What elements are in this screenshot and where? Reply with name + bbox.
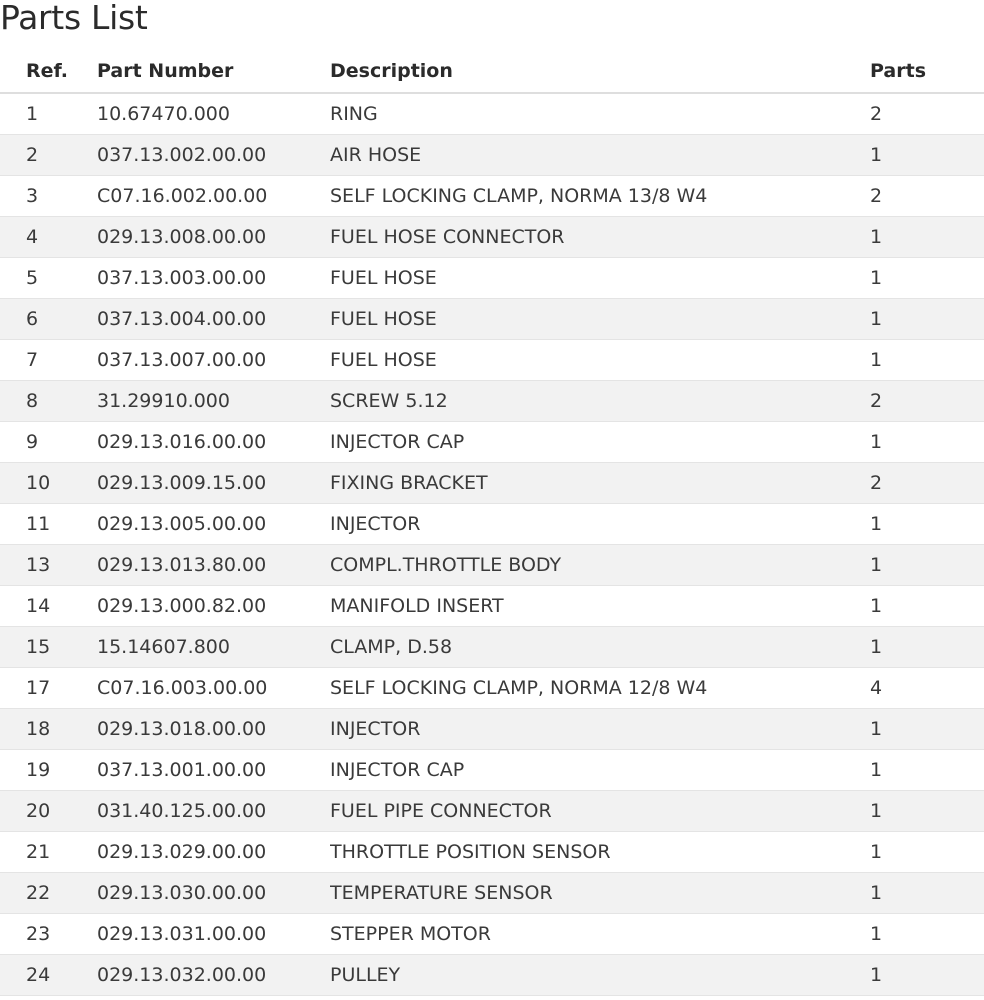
cell-description: FUEL HOSE: [330, 299, 870, 340]
cell-part-number: 10.67470.000: [97, 93, 330, 135]
table-row[interactable]: [0, 340, 984, 381]
cell-description: FIXING BRACKET: [330, 463, 870, 504]
cell-ref: 1: [0, 93, 97, 135]
header-part-number[interactable]: Part Number: [97, 50, 330, 93]
cell-part-number: 15.14607.800: [97, 627, 330, 668]
cell-parts: 1: [870, 299, 984, 340]
cell-ref: 7: [0, 340, 97, 381]
cell-part-number: 029.13.005.00.00: [97, 504, 330, 545]
page-title: Parts List: [0, 0, 148, 37]
cell-part-number: 037.13.007.00.00: [97, 340, 330, 381]
cell-parts: 2: [870, 381, 984, 422]
cell-part-number: C07.16.002.00.00: [97, 176, 330, 217]
cell-description: FUEL HOSE: [330, 258, 870, 299]
cell-description: PULLEY: [330, 955, 870, 996]
table-row[interactable]: [0, 914, 984, 955]
table-row[interactable]: [0, 93, 984, 135]
table-row[interactable]: [0, 258, 984, 299]
cell-part-number: 037.13.001.00.00: [97, 750, 330, 791]
cell-description: CLAMP, D.58: [330, 627, 870, 668]
cell-description: INJECTOR CAP: [330, 422, 870, 463]
cell-ref: 2: [0, 135, 97, 176]
cell-parts: 1: [870, 545, 984, 586]
header-parts[interactable]: Parts: [870, 50, 984, 93]
cell-parts: 1: [870, 586, 984, 627]
cell-ref: 6: [0, 299, 97, 340]
cell-ref: 8: [0, 381, 97, 422]
cell-part-number: 029.13.018.00.00: [97, 709, 330, 750]
cell-description: RING: [330, 93, 870, 135]
cell-parts: 1: [870, 135, 984, 176]
cell-parts: 1: [870, 873, 984, 914]
cell-parts: 1: [870, 217, 984, 258]
cell-ref: 18: [0, 709, 97, 750]
cell-description: INJECTOR: [330, 504, 870, 545]
cell-ref: 4: [0, 217, 97, 258]
cell-parts: 1: [870, 914, 984, 955]
cell-part-number: 029.13.030.00.00: [97, 873, 330, 914]
cell-ref: 22: [0, 873, 97, 914]
cell-part-number: 029.13.031.00.00: [97, 914, 330, 955]
cell-description: FUEL HOSE: [330, 340, 870, 381]
cell-part-number: 029.13.000.82.00: [97, 586, 330, 627]
table-row[interactable]: [0, 504, 984, 545]
cell-description: INJECTOR: [330, 709, 870, 750]
cell-parts: 1: [870, 340, 984, 381]
cell-part-number: 037.13.004.00.00: [97, 299, 330, 340]
table-body: [0, 93, 984, 996]
cell-part-number: 031.40.125.00.00: [97, 791, 330, 832]
cell-parts: 1: [870, 709, 984, 750]
cell-ref: 23: [0, 914, 97, 955]
cell-part-number: 029.13.009.15.00: [97, 463, 330, 504]
cell-description: MANIFOLD INSERT: [330, 586, 870, 627]
cell-description: TEMPERATURE SENSOR: [330, 873, 870, 914]
cell-ref: 14: [0, 586, 97, 627]
table-row[interactable]: [0, 586, 984, 627]
cell-parts: 1: [870, 504, 984, 545]
cell-ref: 19: [0, 750, 97, 791]
cell-parts: 1: [870, 955, 984, 996]
table-row[interactable]: [0, 791, 984, 832]
cell-parts: 1: [870, 832, 984, 873]
cell-part-number: 029.13.032.00.00: [97, 955, 330, 996]
cell-part-number: 029.13.029.00.00: [97, 832, 330, 873]
cell-part-number: 037.13.003.00.00: [97, 258, 330, 299]
cell-parts: 1: [870, 627, 984, 668]
cell-parts: 2: [870, 176, 984, 217]
cell-part-number: 037.13.002.00.00: [97, 135, 330, 176]
header-description[interactable]: Description: [330, 50, 870, 93]
cell-description: SELF LOCKING CLAMP, NORMA 12/8 W4: [330, 668, 870, 709]
cell-ref: 15: [0, 627, 97, 668]
table-row[interactable]: [0, 709, 984, 750]
table-row[interactable]: [0, 176, 984, 217]
cell-ref: 9: [0, 422, 97, 463]
cell-part-number: 029.13.016.00.00: [97, 422, 330, 463]
cell-description: SCREW 5.12: [330, 381, 870, 422]
cell-ref: 21: [0, 832, 97, 873]
cell-description: AIR HOSE: [330, 135, 870, 176]
cell-parts: 1: [870, 750, 984, 791]
header-ref[interactable]: Ref.: [0, 50, 97, 93]
cell-part-number: C07.16.003.00.00: [97, 668, 330, 709]
table-row[interactable]: [0, 668, 984, 709]
table-row[interactable]: [0, 381, 984, 422]
cell-parts: 1: [870, 422, 984, 463]
table-row[interactable]: [0, 299, 984, 340]
table-row[interactable]: [0, 422, 984, 463]
header-row: [0, 50, 984, 93]
cell-description: SELF LOCKING CLAMP, NORMA 13/8 W4: [330, 176, 870, 217]
cell-description: FUEL PIPE CONNECTOR: [330, 791, 870, 832]
cell-description: STEPPER MOTOR: [330, 914, 870, 955]
cell-ref: 17: [0, 668, 97, 709]
table-row[interactable]: [0, 832, 984, 873]
cell-ref: 5: [0, 258, 97, 299]
table-row[interactable]: [0, 873, 984, 914]
parts-table: [0, 50, 984, 996]
cell-description: INJECTOR CAP: [330, 750, 870, 791]
cell-part-number: 029.13.008.00.00: [97, 217, 330, 258]
table-row[interactable]: [0, 750, 984, 791]
cell-ref: 11: [0, 504, 97, 545]
cell-description: COMPL.THROTTLE BODY: [330, 545, 870, 586]
cell-parts: 4: [870, 668, 984, 709]
cell-ref: 10: [0, 463, 97, 504]
table-row[interactable]: [0, 627, 984, 668]
table-header: [0, 50, 984, 93]
table-row[interactable]: [0, 217, 984, 258]
table-row[interactable]: [0, 545, 984, 586]
cell-ref: 24: [0, 955, 97, 996]
cell-part-number: 31.29910.000: [97, 381, 330, 422]
cell-description: THROTTLE POSITION SENSOR: [330, 832, 870, 873]
cell-parts: 2: [870, 463, 984, 504]
cell-parts: 2: [870, 93, 984, 135]
cell-ref: 20: [0, 791, 97, 832]
cell-ref: 13: [0, 545, 97, 586]
cell-part-number: 029.13.013.80.00: [97, 545, 330, 586]
table-row[interactable]: [0, 955, 984, 996]
cell-description: FUEL HOSE CONNECTOR: [330, 217, 870, 258]
table-row[interactable]: [0, 463, 984, 504]
table-row[interactable]: [0, 135, 984, 176]
cell-parts: 1: [870, 258, 984, 299]
cell-parts: 1: [870, 791, 984, 832]
cell-ref: 3: [0, 176, 97, 217]
